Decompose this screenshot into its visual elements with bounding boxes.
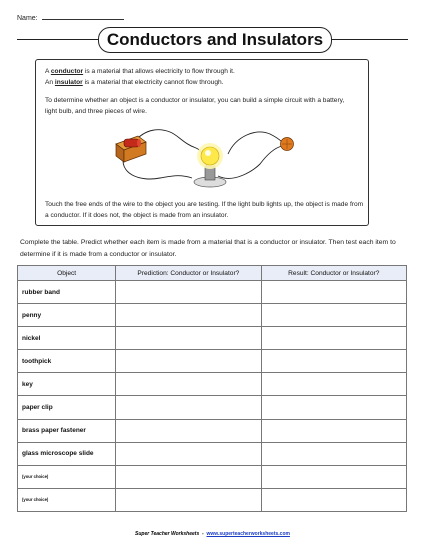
result-cell[interactable]: [261, 327, 406, 350]
table-row: [18, 465, 407, 488]
insulator-term: insulator: [54, 79, 83, 86]
footer: [0, 531, 425, 537]
battery-icon: [116, 136, 146, 162]
table-row: [18, 327, 407, 350]
definitions: [45, 66, 235, 88]
table-row: [18, 304, 407, 327]
prediction-cell[interactable]: [116, 419, 261, 442]
footer-brand: Super Teacher Worksheets: [135, 531, 200, 537]
result-cell[interactable]: [261, 281, 406, 304]
light-bulb-icon: [194, 143, 226, 187]
test-text: Touch the free ends of the wire to the object you are testing. If the light bulb lights up, the object is made from a conductor. If it does not, the object is made from an insulator.: [45, 201, 364, 219]
prediction-cell[interactable]: [116, 327, 261, 350]
insulator-definition: An insulator is a material that electricity cannot flow through.: [45, 79, 224, 86]
page-title: Conductors and Insulators: [98, 27, 332, 53]
test-object-icon: [281, 138, 294, 151]
object-cell: penny: [18, 304, 116, 327]
name-field[interactable]: [17, 12, 124, 22]
result-cell[interactable]: [261, 442, 406, 465]
prediction-cell[interactable]: [116, 281, 261, 304]
object-cell: key: [18, 373, 116, 396]
table-row: [18, 350, 407, 373]
instructions: Complete the table. Predict whether each item is made from a material that is a conductor or insulator. Then test each item to determine if it is made from a conductor or insulator.: [20, 239, 396, 258]
object-cell: paper clip: [18, 396, 116, 419]
result-cell[interactable]: [261, 465, 406, 488]
prediction-cell[interactable]: [116, 304, 261, 327]
result-cell[interactable]: [261, 419, 406, 442]
header-prediction: Prediction: Conductor or Insulator?: [116, 266, 261, 281]
prediction-cell[interactable]: [116, 465, 261, 488]
prediction-cell[interactable]: [116, 373, 261, 396]
conductor-definition: A conductor is a material that allows electricity to flow through it.: [45, 68, 235, 75]
prediction-cell[interactable]: [116, 442, 261, 465]
object-cell: brass paper fastener: [18, 419, 116, 442]
table-row: [18, 396, 407, 419]
name-label: Name:: [17, 15, 38, 22]
object-cell: glass microscope slide: [18, 442, 116, 465]
result-cell[interactable]: [261, 373, 406, 396]
results-table: [17, 265, 407, 512]
object-cell: rubber band: [18, 281, 116, 304]
table-row: [18, 442, 407, 465]
result-cell[interactable]: [261, 304, 406, 327]
object-cell: nickel: [18, 327, 116, 350]
method-text: To determine whether an object is a conductor or insulator, you can build a simple circuit with a battery, light bulb, and three pieces of wire.: [45, 97, 345, 115]
prediction-cell[interactable]: [116, 396, 261, 419]
name-blank[interactable]: [42, 12, 124, 20]
table-row: [18, 488, 407, 511]
table-row: [18, 419, 407, 442]
result-cell[interactable]: [261, 396, 406, 419]
table-header-row: [18, 266, 407, 281]
header-object: Object: [18, 266, 116, 281]
table-row: [18, 281, 407, 304]
footer-link[interactable]: www.superteacherworksheets.com: [206, 531, 290, 537]
header-result: Result: Conductor or Insulator?: [261, 266, 406, 281]
object-cell: toothpick: [18, 350, 116, 373]
prediction-cell[interactable]: [116, 350, 261, 373]
result-cell[interactable]: [261, 350, 406, 373]
object-cell-your-choice[interactable]: (your choice): [18, 488, 116, 511]
table-row: [18, 373, 407, 396]
footer-separator: -: [199, 531, 207, 537]
circuit-illustration: [110, 126, 300, 196]
prediction-cell[interactable]: [116, 488, 261, 511]
object-cell-your-choice[interactable]: (your choice): [18, 465, 116, 488]
conductor-term: conductor: [50, 68, 84, 75]
result-cell[interactable]: [261, 488, 406, 511]
